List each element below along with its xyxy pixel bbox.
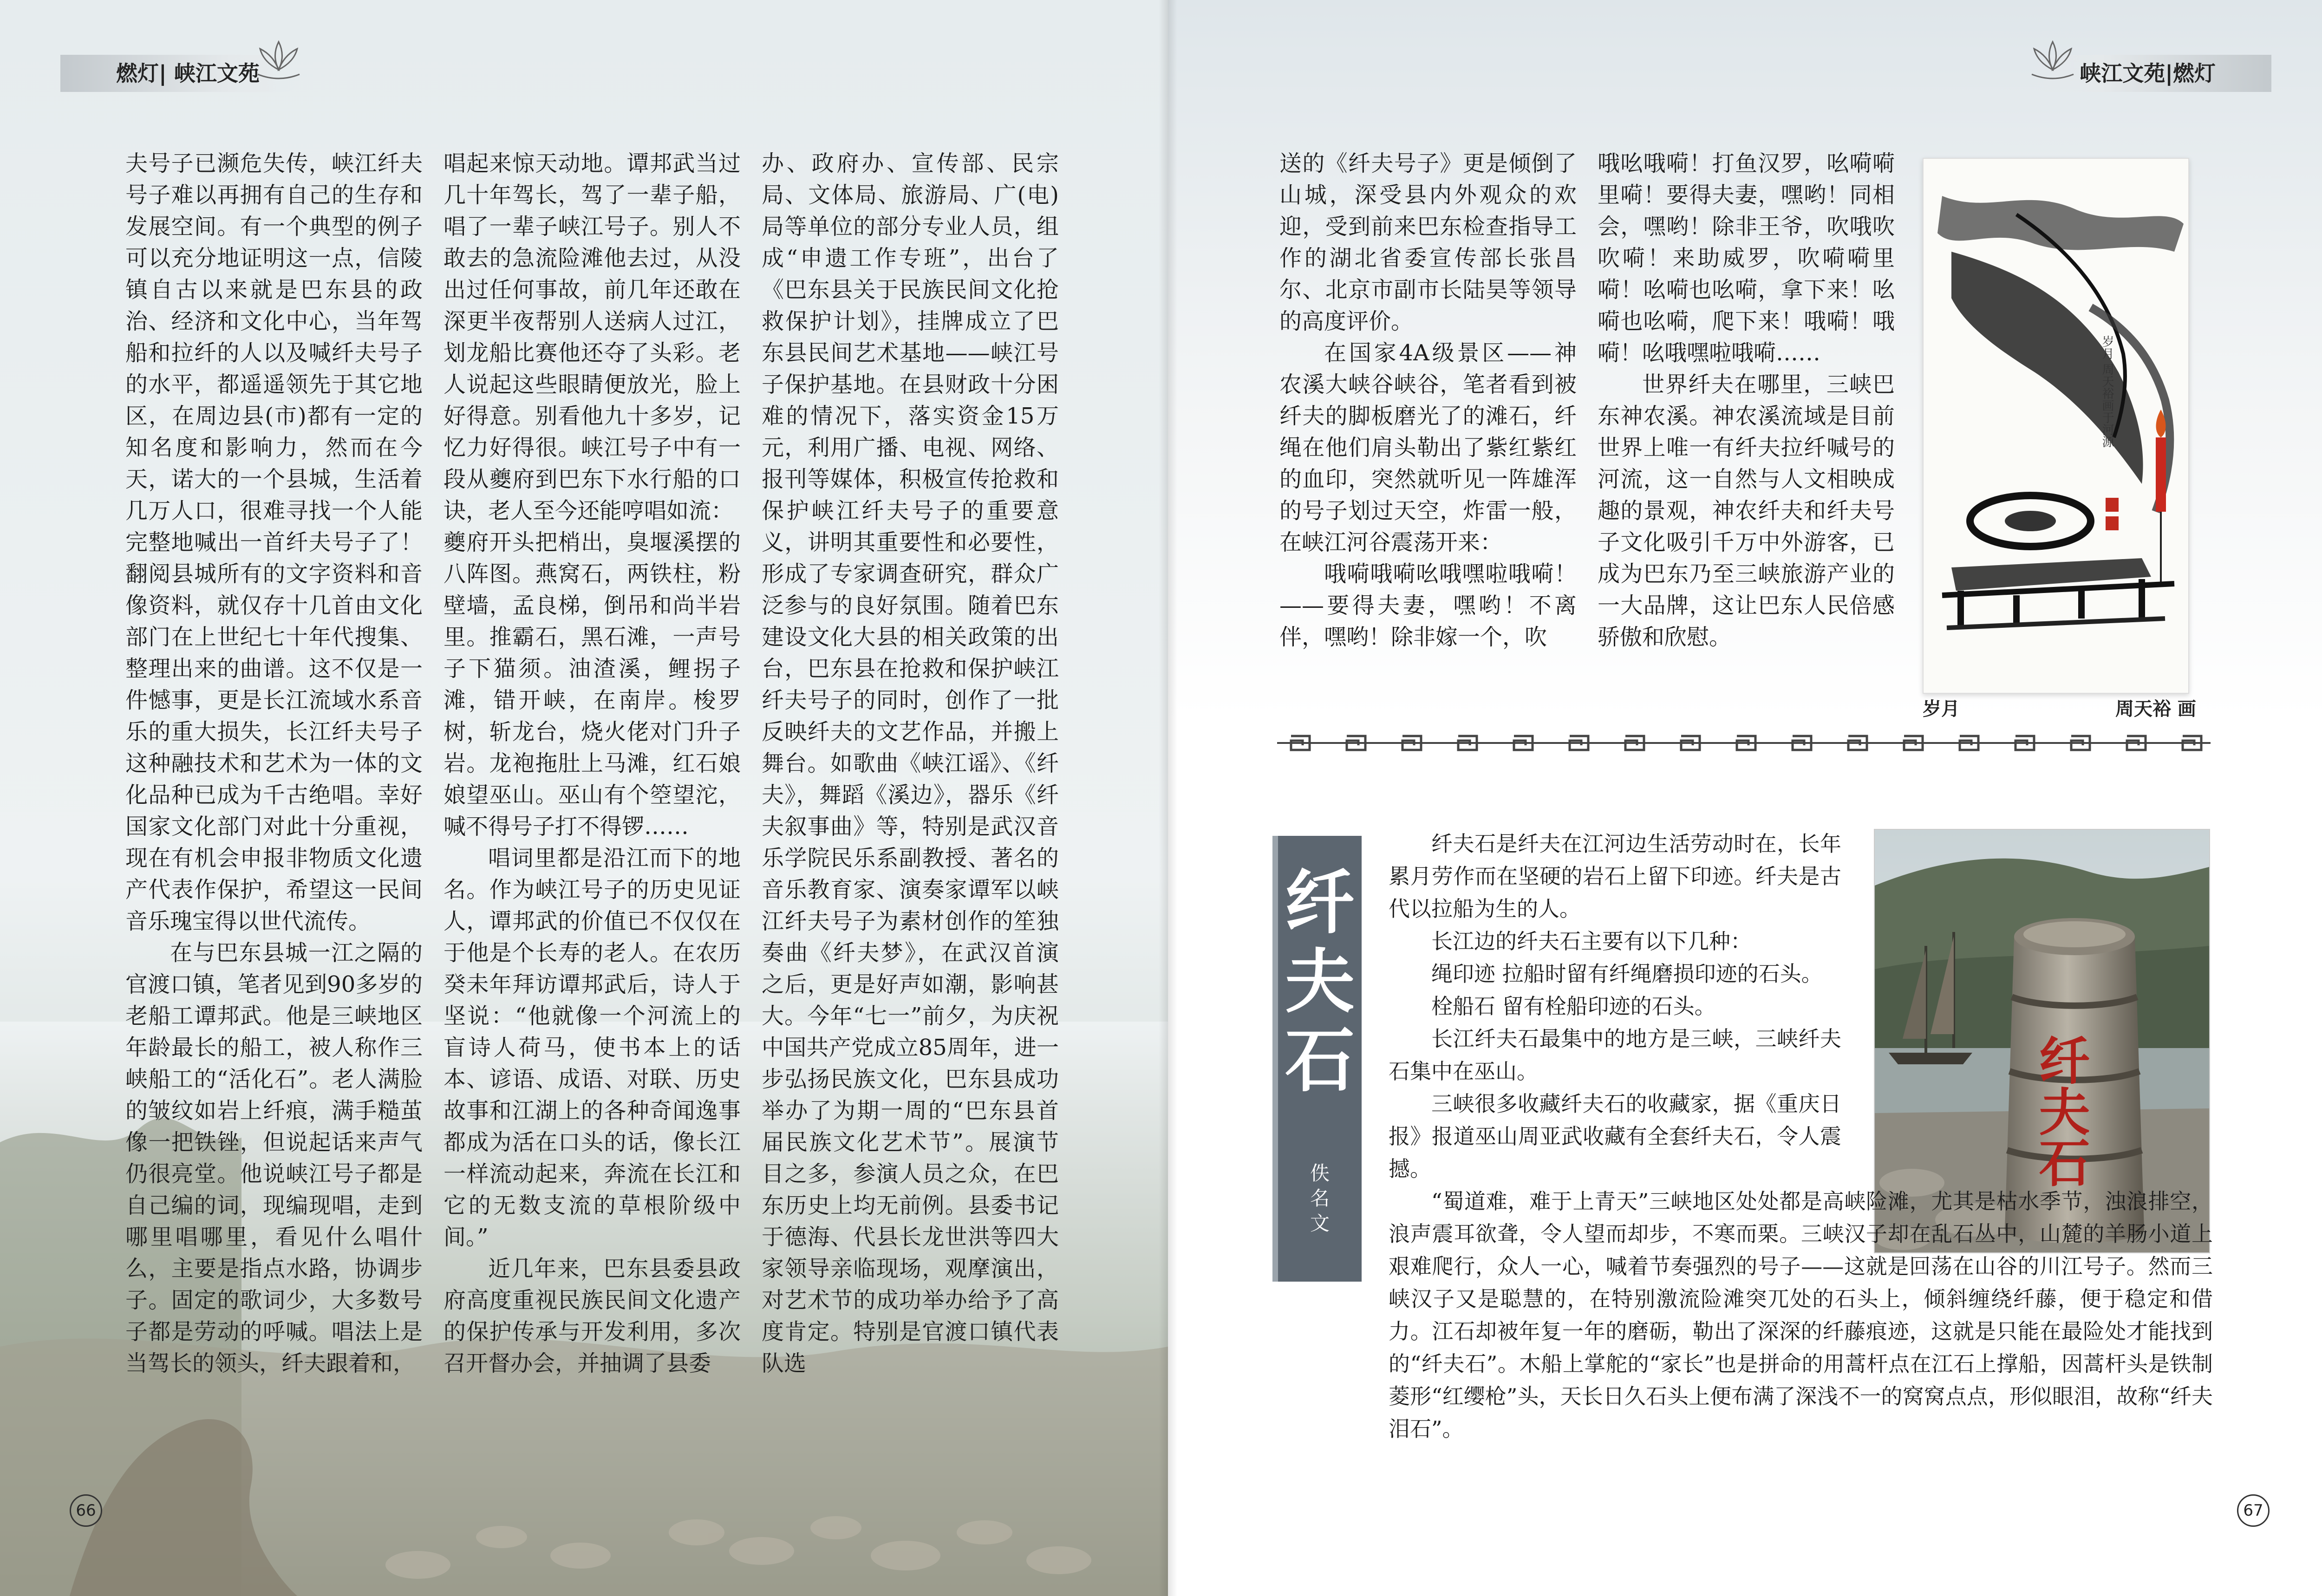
paragraph: 绳印迹 拉船时留有纤绳磨损印迹的石头。 [1431,961,1823,986]
paragraph: “蜀道难，难于上青天”三峡地区处处都是高峡险滩，尤其是枯水季节，浊浪排空，浪声震耳欲聋，令人望而却步，不寒而栗。三峡汉子却在乱石丛中，山麓的羊肠小道上艰难爬行，众人一心，喊着节奏强烈的号子——这就是回荡在山谷的川江号子。然而三峡汉子又是聪慧的，在特别激流险滩突兀处的石头上，倾斜缠绕纤藤，便于稳定和借力。江石却被年复一年的磨砺，勒出了深深的纤藤痕迹，这就是只能在最险处才能找到的“纤夫石”。木船上掌舵的“家长”也是拼命的用蒿杆点在江石上撑船，因蒿杆头是铁制菱形“红缨枪”头，天长日久石头上便布满了深浅不一的窝窝点点，形似眼泪，故称“纤夫泪石”。 [1389,1189,2213,1441]
painting-credit: 周天裕 画 [2115,698,2196,720]
paragraph: 办、政府办、宣传部、民宗局、文体局、旅游局、广(电)局等单位的部分专业人员，组成“申遗工作专班”，出台了《巴东县关于民族民间文化抢救保护计划》，挂牌成立了巴东县民间艺术基地——峡江号子保护基地。在县财政十分困难的情况下，落实资金15万元，利用广播、电视、网络、报刊等媒体，积极宣传抢救和保护峡江纤夫号子的重要意义，讲明其重要性和必要性，形成了专家调查研究，群众广泛参与的良好氛围。随着巴东建设文化大县的相关政策的出台，巴东县在抢救和保护峡江纤夫号子的同时，创作了一批反映纤夫的文艺作品，并搬上舞台。如歌曲《峡江谣》、《纤夫》，舞蹈《溪边》，器乐《纤夫叙事曲》等，特别是武汉音乐学院民乐系副教授、著名的音乐教育家、演奏家谭军以峡江纤夫号子为素材创作的笙独奏曲《纤夫梦》，在武汉首演之后，更是好声如潮，影响甚大。今年“七一”前夕，为庆祝中国共产党成立85周年，进一步弘扬民族文化，巴东县成功举办了为期一周的“巴东县首届民族文化艺术节”。展演节目之多，参演人员之众，在巴东历史上均无前例。县委书记于德海、代县长龙世洪等四大家领导亲临现场，观摩演出，对艺术节的成功举办给予了高度肯定。特别是官渡口镇代表队选 [762,150,1059,1376]
boatman-chant: 夔府开头把梢出，臭堰溪摆的八阵图。燕窝石，两铁柱，粉壁墙，孟良梯，倒吊和尚半岩里。推霸石，黑石滩，一声号子下猫须。油渣溪，鲤拐子滩，错开峡，在南岸。梭罗树，斩龙台，烧火佬对门升子岩。龙袍拖肚上马滩，红石娘娘望巫山。巫山有个箜望沱，喊不得号子打不得锣…… [444,529,741,840]
title-char: 纤 [1285,863,1355,944]
paragraph: 长江纤夫石最集中的地方是三峡，三峡纤夫石集中在巫山。 [1389,1026,1841,1084]
paragraph: 纤夫石是纤夫在江河边生活劳动时在，长年累月劳作而在坚硬的岩石上留下印迹。纤夫是古代以拉船为生的人。 [1389,831,1841,921]
article-narrow-section [1389,827,1841,1185]
paragraph: 唱起来惊天动地。谭邦武当过几十年驾长，驾了一辈子船，唱了一辈子峡江号子。别人不敢去的急流险滩他去过，从没出过任何事故，前几年还敢在深更半夜帮别人送病人过江，划龙船比赛他还夺了头彩。老人说起这些眼睛便放光，脸上好得意。别看他九十多岁，记忆力好得很。峡江号子中有一段从夔府到巴东下水行船的口诀，老人至今还能哼唱如流： [444,150,741,524]
author-byline: 佚名文 [1310,1162,1330,1235]
article-body [1389,827,2213,1445]
ink-painting-suiyue [1923,158,2189,694]
ink-painting-image [1924,159,2188,693]
right-column-2 [1598,148,1895,653]
lotus-ornament-icon [251,37,307,84]
left-column-1 [125,148,423,1379]
page-number-left: 66 [70,1494,102,1527]
paragraph: 长江边的纤夫石主要有以下几种： [1431,929,1752,954]
painting-title: 岁月 [1923,698,1960,720]
paragraph: 夫号子已濒危失传，峡江纤夫号子难以再拥有自己的生存和发展空间。有一个典型的例子可以充分地证明这一点，信陵镇自古以来就是巴东县的政治、经济和文化中心，当年驾船和拉纤的人以及喊纤夫号子的水平，都遥遥领先于其它地区，在周边县(市)都有一定的知名度和影响力，然而在今天，诺大的一个县城，生活着几万人口，很难寻找一个人能完整地喊出一首纤夫号子了！翻阅县城所有的文字资料和音像资料，就仅存十几首由文化部门在上世纪七十年代搜集、整理出来的曲谱。这不仅是一件憾事，更是长江流域水系音乐的重大损失，长江纤夫号子这种融技术和艺术为一体的文化品种已成为千古绝唱。幸好国家文化部门对此十分重视，现在有机会申报非物质文化遗产代表作保护，希望这一民间音乐瑰宝得以世代流传。 [125,150,423,934]
paragraph: 栓船石 留有栓船印迹的石头。 [1431,994,1716,1019]
header-right-title: 峡江文苑|燃灯 [2080,61,2216,86]
fret-pattern-divider [1277,727,2211,759]
spine-shadow [1159,0,1177,1596]
paragraph: 哦吆哦嗬！打鱼汉罗，吆嗬嗬里嗬！要得夫妻，嘿哟！同相会，嘿哟！除非王爷，吹哦吹吹嗬！来助威罗，吹嗬嗬里嗬！吆嗬也吆嗬，拿下来！吆嗬也吆嗬，爬下来！哦嗬！哦嗬！吆哦嘿啦哦嗬…… [1598,150,1895,366]
left-column-3 [762,148,1059,1379]
paragraph: 唱词里都是沿江而下的地名。作为峡江号子的历史见证人，谭邦武的价值已不仅仅在于他是个长寿的老人。在农历癸未年拜访谭邦武后，诗人于坚说：“他就像一个河流上的盲诗人荷马，使书本上的话本、谚语、成语、对联、历史故事和江湖上的各种奇闻逸事都成为活在口头的话，像长江一样流动起来，奔流在长江和它的无数支流的草根阶级中间。” [444,845,741,1250]
left-column-2 [444,148,741,1379]
paragraph: 三峡很多收藏纤夫石的收藏家，据《重庆日报》报道巫山周亚武收藏有全套纤夫石，令人震撼。 [1389,1091,1841,1181]
title-char: 夫 [1285,942,1355,1023]
paragraph: 送的《纤夫号子》更是倾倒了山城，深受县内外观众的欢迎，受到前来巴东检查指导工作的湖北省委宣传部长张昌尔、北京市副市长陆昊等领导的高度评价。 [1279,150,1577,334]
paragraph: 在与巴东县城一江之隔的官渡口镇，笔者见到90多岁的老船工谭邦武。他是三峡地区年龄最长的船工，被人称作三峡船工的“活化石”。老人满脸的皱纹如岩上纤痕，满手糙茧像一把铁锉，但说起话来声气仍很亮堂。他说峡江号子都是自己编的词，现编现唱，走到哪里唱哪里，看见什么唱什么，主要是指点水路，协调步子。固定的歌词少，大多数号子都是劳动的呼喊。唱法上是当驾长的领头，纤夫跟着和， [125,940,423,1376]
painting-inscription: 岁月 周天裕画于河源 [2100,335,2114,448]
lotus-ornament-icon [2025,37,2081,84]
article-author [1278,1161,1362,1236]
right-column-1 [1279,148,1577,653]
paragraph: 世界纤夫在哪里，三峡巴东神农溪。神农溪流域是目前世界上唯一有纤夫拉纤喊号的河流，这一自然与人文相映成趣的景观，神农纤夫和纤夫号子文化吸引千万中外游客，已成为巴东乃至三峡旅游产业的一大品牌，这让巴东人民倍感骄傲和欣慰。 [1598,371,1895,650]
title-char: 石 [1285,1021,1355,1101]
paragraph: 哦嗬哦嗬吆哦嘿啦哦嗬！——要得夫妻，嘿哟！不离伴，嘿哟！除非嫁一个，吹 [1279,561,1577,650]
article-title-block [1272,836,1362,1282]
page-number-right: 67 [2237,1494,2270,1527]
stone-inscription: 纤夫石 [2030,1034,2091,1187]
header-left-title: 燃灯| 峡江文苑 [116,61,260,86]
paragraph: 在国家4A级景区——神农溪大峡谷峡谷，笔者看到被纤夫的脚板磨光了的滩石，纤绳在他们肩头勒出了紫红紫红的血印，突然就听见一阵雄浑的号子划过天空，炸雷一般，在峡江河谷震荡开来： [1279,340,1577,555]
paragraph: 近几年来，巴东县委县政府高度重视民族民间文化遗产的保护传承与开发利用，多次召开督办会，并抽调了县委 [444,1256,741,1376]
